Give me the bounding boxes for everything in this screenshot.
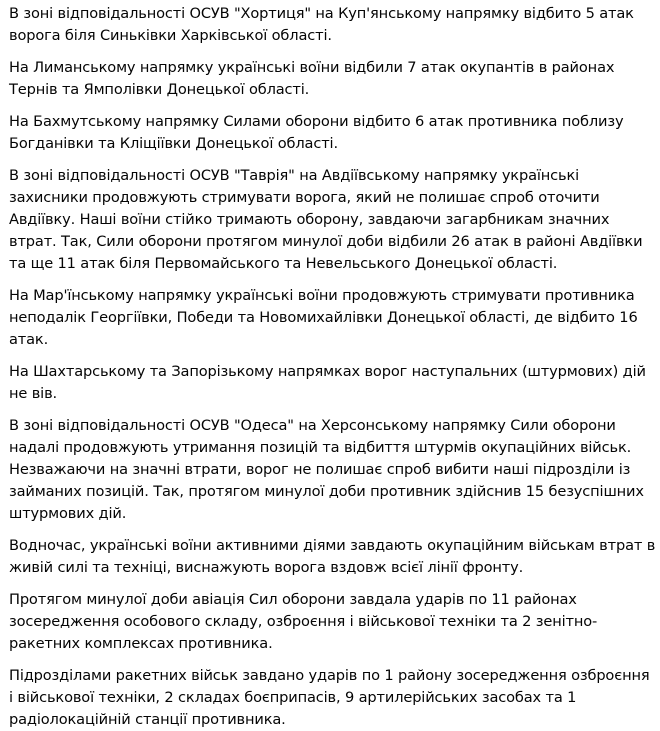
post-text: [9, 3, 657, 731]
paragraph-khortytsia-kupiansk: В зоні відповідальності ОСУВ "Хортиця" на Куп'янському напрямку відбито 5 атак ворога біля Синьківки Харківської області.: [9, 5, 634, 44]
paragraph-missile-troops: Підрозділами ракетних військ завдано ударів по 1 району зосередження озброєння і військової техніки, 2 складах боєприпасів, 9 артилерійських засобах та 1 радіолокаційній станції противника.: [9, 667, 650, 728]
paragraph-odesa-kherson: В зоні відповідальності ОСУВ "Одеса" на Херсонському напрямку Сили оборони надалі продовжують утримання позицій та відбиття штурмів окупаційних військ. Незважаючи на значні втрати, ворог не полишає спроб вибити наші підрозділи із займаних позицій. Так, протягом минулої доби противник здійснив 15 безуспішних штурмових дій.: [9, 417, 644, 522]
paragraph-bakhmut: На Бахмутському напрямку Силами оборони відбито 6 атак противника поблизу Богданівки та Кліщіївки Донецької області.: [9, 113, 624, 152]
paragraph-shakhtarsk-zaporizhzhia: На Шахтарському та Запорізькому напрямках ворог наступальних (штурмових) дій не вів.: [9, 363, 646, 402]
paragraph-lyman: На Лиманському напрямку українські воїни відбили 7 атак окупантів в районах Тернів та Ямполівки Донецької області.: [9, 59, 615, 98]
paragraph-marinka: На Мар'їнському напрямку українські воїни продовжують стримувати противника неподалік Георгіївки, Победи та Новомихайлівки Донецької області, де відбито 16 атак.: [9, 287, 638, 348]
paragraph-tavria-avdiivka: В зоні відповідальності ОСУВ "Таврія" на Авдіївському напрямку українські захисники продовжують стримувати ворога, який не полишає спроб оточити Авдіївку. Наші воїни стійко тримають оборону, завдаючи загарбникам значних втрат. Так, Сили оборони протягом минулої доби відбили 26 атак в районі Авдіївки та ще 11 атак біля Первомайського та Невельського Донецької області.: [9, 167, 643, 272]
paragraph-aviation: Протягом минулої доби авіація Сил оборони завдала ударів по 11 районах зосередження особового складу, озброєння і військової техніки та 2 зенітно-ракетних комплексах противника.: [9, 591, 598, 652]
paragraph-enemy-losses: Водночас, українські воїни активними діями завдають окупаційним військам втрат в живій силі та техніці, виснажують ворога вздовж всієї лінії фронту.: [9, 537, 656, 576]
